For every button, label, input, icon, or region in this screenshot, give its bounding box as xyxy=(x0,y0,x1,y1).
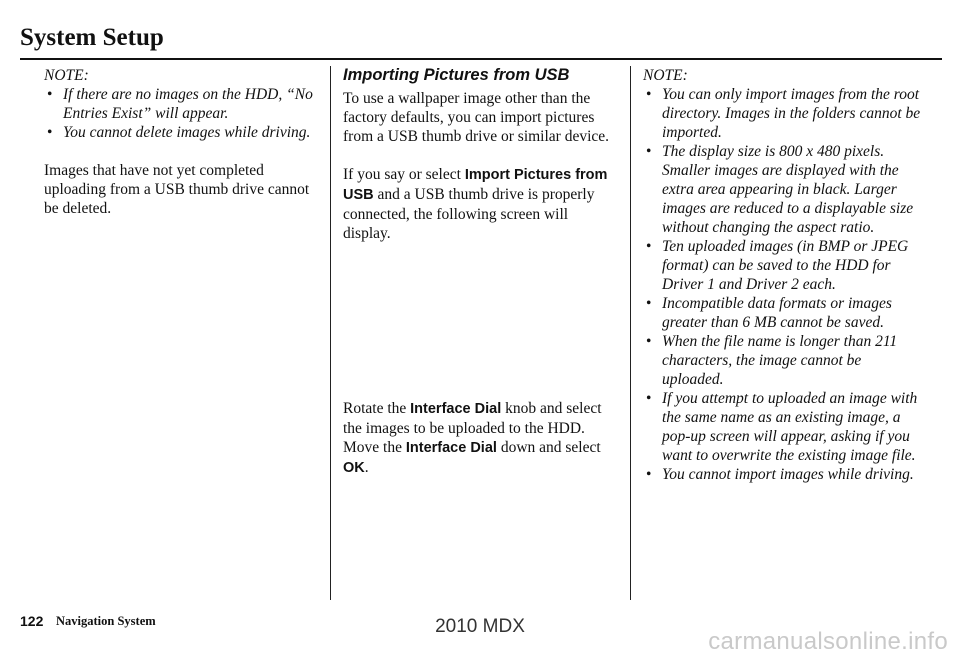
intro-paragraph: To use a wallpaper image other than the factory defaults, you can import pictures from a USB thumb drive or similar device. xyxy=(343,90,610,145)
middle-column xyxy=(343,66,618,478)
note-item: • Ten uploaded images (in BMP or JPEG format) can be saved to the HDD for Driver 1 and Driver 2 each. xyxy=(643,237,925,294)
note-item: • Incompatible data formats or images greater than 6 MB cannot be saved. xyxy=(643,294,925,332)
note-item: • You cannot import images while driving. xyxy=(643,465,925,484)
note-list xyxy=(643,85,925,484)
note-item: • The display size is 800 x 480 pixels. Smaller images are displayed with the extra area appearing in black. Larger images are reduced to a displayable size without changing the aspect ratio. xyxy=(643,142,925,237)
delete-restriction-paragraph: Images that have not yet completed uploading from a USB thumb drive cannot be deleted. xyxy=(44,162,310,217)
model-watermark: 2010 MDX xyxy=(435,616,525,637)
screen-illustration-space xyxy=(343,243,618,399)
interface-dial-term: Interface Dial xyxy=(410,401,502,417)
note-label: NOTE: xyxy=(643,67,688,84)
site-watermark: carmanualsonline.info xyxy=(708,628,948,655)
note-item: • If you attempt to uploaded an image with the same name as an existing image, a pop-up screen will appear, asking if you want to overwrite the existing image file. xyxy=(643,389,925,465)
note-item: • If there are no images on the HDD, “No Entries Exist” will appear. xyxy=(44,85,316,123)
import-instruction-paragraph: If you say or select Import Pictures from USB and a USB thumb drive is properly connected, the following screen will display. xyxy=(343,166,608,242)
page-title: System Setup xyxy=(20,24,164,51)
note-item: • When the file name is longer than 211 characters, the image cannot be uploaded. xyxy=(643,332,925,389)
ok-term: OK xyxy=(343,460,365,476)
footer-section-label: Navigation System xyxy=(56,614,156,628)
column-divider xyxy=(630,66,631,600)
left-column xyxy=(44,66,316,218)
header-rule xyxy=(20,58,942,60)
note-item: • You cannot delete images while driving. xyxy=(44,123,316,142)
section-heading: Importing Pictures from USB xyxy=(343,66,570,84)
column-divider xyxy=(330,66,331,600)
import-pictures-command: Import Pictures from USB xyxy=(343,167,608,203)
dial-instruction-paragraph: Rotate the Interface Dial knob and select the images to be uploaded to the HDD. Move the Interface Dial down and select OK. xyxy=(343,400,602,476)
note-item: • You can only import images from the root directory. Images in the folders cannot be imported. xyxy=(643,85,925,142)
note-list xyxy=(44,85,316,142)
right-column xyxy=(643,66,925,484)
interface-dial-term: Interface Dial xyxy=(405,440,497,456)
note-label: NOTE: xyxy=(44,67,89,84)
page-number: 122 xyxy=(20,613,44,629)
